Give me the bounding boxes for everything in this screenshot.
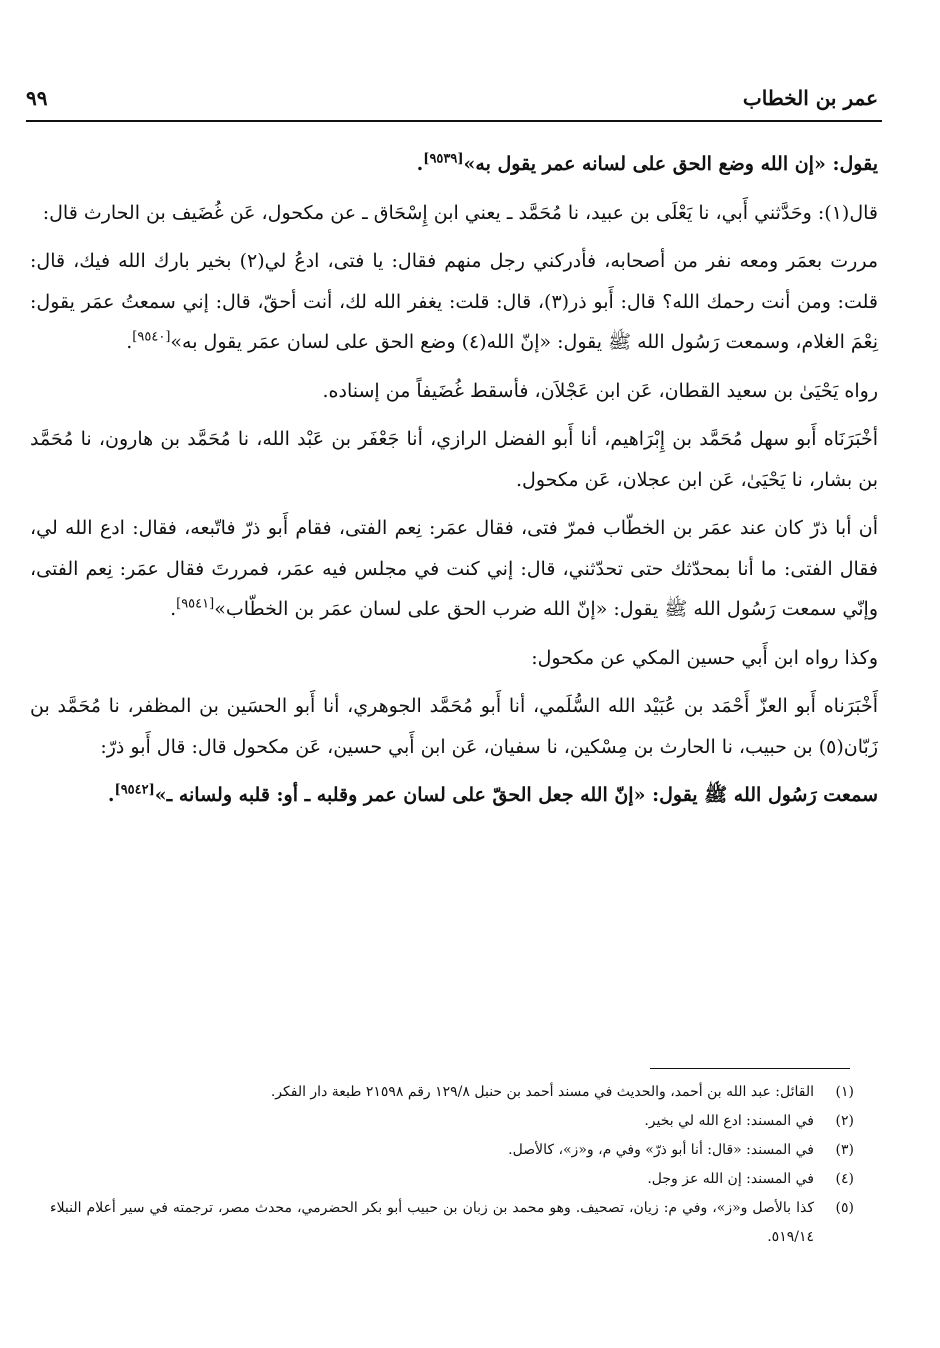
main-text <box>30 144 878 824</box>
footnote-rule <box>650 1068 850 1069</box>
hadith-number: [٩٥٣٩] <box>423 151 464 167</box>
paragraph: أَخْبَرَناه أَبو العزّ أَحْمَد بن عُبَيْد الله السُّلَمي، أنا أَبو مُحَمَّد الجوهري، أنا أَبو الحسَين بن المظفر، نا مُحَمَّد بن زَبّان(٥) بن حبيب، نا الحارث بن مِسْكين، نا سفيان، عَن ابن أَبي حسين، عَن مكحول قال: قال أَبو ذرّ: <box>30 695 878 758</box>
paragraph: يقول: «إن الله وضع الحق على لسانه عمر يقول به»[٩٥٣٩]. <box>416 151 878 175</box>
paragraph: أن أبا ذرّ كان عند عمَر بن الخطّاب فمرّ فتى، فقال عمَر: نِعم الفتى، فقام أَبو ذرّ فاتّبعه، فقال: ادع الله لي، فقال الفتى: ما أنا بمحدّثك حتى تحدّثني، قال: إني كنت في مجلس فيه عمَر، فمررتَ فقال عمَر: نِعم الفتى، وإنّي سمعت رَسُول الله ﷺ يقول: «إنّ الله ضرب الحق على لسان عمَر بن الخطّاب»[٩٥٤١]. <box>30 517 878 620</box>
paragraph: قال(١): وحَدَّثني أَبي، نا يَعْلَى بن عبيد، نا مُحَمَّد ـ يعني ابن إِسْحَاق ـ عن مكحول، عَن غُضَيف بن الحارث قال: <box>42 201 878 224</box>
footnotes <box>50 1078 854 1252</box>
page-number: ٩٩ <box>26 86 48 110</box>
paragraph: أخْبَرَنَاه أَبو سهل مُحَمَّد بن إِبْرَاهيم، أنا أَبو الفضل الرازي، أنا جَعْفَر بن عَبْد الله، نا مُحَمَّد بن هارون، نا مُحَمَّد بن بشار، نا يَحْيَىٰ، عَن ابن عجلان، عَن مكحول. <box>30 428 878 491</box>
header-rule <box>26 120 882 122</box>
paragraph: سمعت رَسُول الله ﷺ يقول: «إنّ الله جعل الحقّ على لسان عمر وقلبه ـ أو: قلبه ولسانه ـ»[٩٥٤٢]. <box>107 782 878 806</box>
footnote: (٤) في المسند: إن الله عز وجل. <box>647 1171 854 1187</box>
footnote: (٢) في المسند: ادع الله لي بخير. <box>644 1113 854 1129</box>
footnote: (١) القائل: عبد الله بن أحمد، والحديث في مسند أحمد بن حنبل ١٢٩/٨ رقم ٢١٥٩٨ طبعة دار الفكر. <box>270 1084 854 1100</box>
footnote: (٣) في المسند: «قال: أنا أبو ذرّ» وفي م، و«ز»، كالأصل. <box>508 1142 854 1158</box>
page-header <box>26 86 878 116</box>
hadith-number: [٩٥٤٢] <box>114 782 155 798</box>
paragraph: مررت بعمَر ومعه نفر من أصحابه، فأدركني رجل منهم فقال: يا فتى، ادعُ لي(٢) بخير بارك الله فيك، قال: قلت: ومن أنت رحمك الله؟ قال: أَبو ذر(٣)، قال: قلت: يغفر الله لك، أنت أحقّ، قال: إني سمعتُ عمَر يقول: نِعْمَ الغلام، وسمعت رَسُول الله ﷺ يقول: «إنّ الله(٤) وضع الحق على لسان عمَر يقول به»[٩٥٤٠]. <box>30 250 878 353</box>
paragraph: وكذا رواه ابن أَبي حسين المكي عن مكحول: <box>531 646 878 669</box>
hadith-number: [٩٥٤٠] <box>132 329 171 345</box>
running-title: عمر بن الخطاب <box>742 86 878 110</box>
footnote: (٥) كذا بالأصل و«ز»، وفي م: زيان، تصحيف. وهو محمد بن زبان بن حبيب أبو بكر الحضرمي، محدث مصر، ترجمته في سير أعلام النبلاء ٥١٩/١٤. <box>50 1200 854 1245</box>
hadith-number: [٩٥٤١] <box>176 596 215 612</box>
paragraph: رواه يَحْيَىٰ بن سعيد القطان، عَن ابن عَجْلاَن، فأسقط غُضَيفاً من إسناده. <box>322 379 878 402</box>
